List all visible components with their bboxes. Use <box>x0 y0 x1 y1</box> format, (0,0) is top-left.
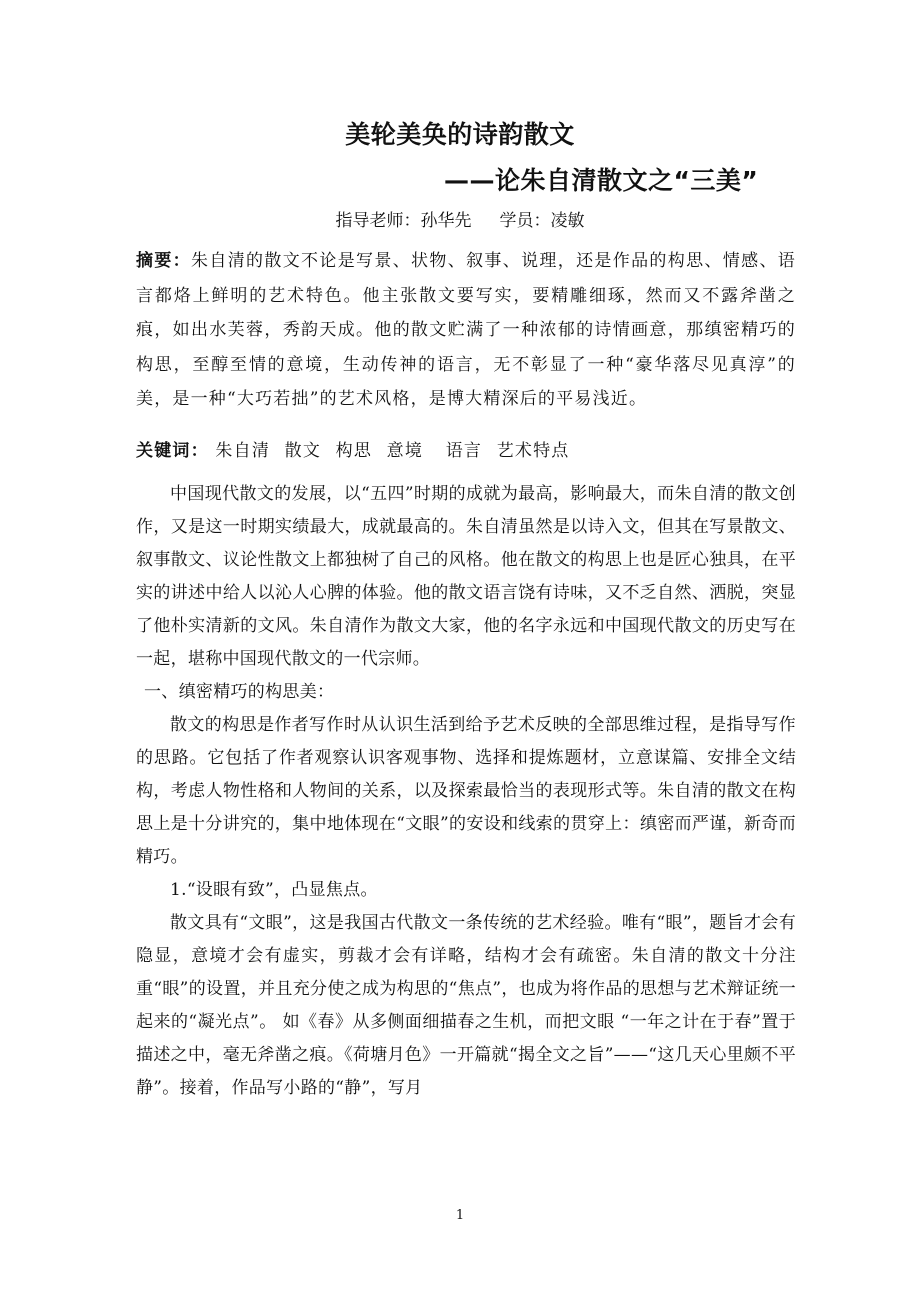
keyword-item: 意境 <box>386 441 424 461</box>
advisor-name: 指导老师：孙华先 <box>335 211 472 231</box>
section-paragraph: 散文的构思是作者写作时从认识生活到给予艺术反映的全部思维过程，是指导写作的思路。它包括了作者观察认识客观事物、选择和提炼题材，立意谋篇、安排全文结构，考虑人物性格和人物间的关系，以及探索最恰当的表现形式等。朱自清的散文在构思上是十分讲究的，集中地体现在“文眼”的安设和线索的贯穿上：缜密而严谨，新奇而精巧。 <box>136 715 796 867</box>
keywords-label: 关键词： <box>136 441 209 461</box>
abstract-section <box>136 244 796 417</box>
subsection-paragraph: 散文具有“文眼”，这是我国古代散文一条传统的艺术经验。唯有“眼”，题旨才会有隐显，意境才会有虚实，剪裁才会有详略，结构才会有疏密。朱自清的散文十分注重“眼”的设置，并且充分使之成为构思的“焦点”，也成为将作品的思想与艺术辩证统一起来的“凝光点”。 如《春》从多侧面细描春之生机，而把文眼 “一年之计在于春”置于描述之中，毫无斧凿之痕。《荷塘月色》一开篇就“揭全文之旨”——“这几天心里颇不平静”。接着，作品写小路的“静”，写月 <box>136 913 796 1098</box>
body-text <box>136 478 796 1105</box>
author-line <box>0 208 920 234</box>
document-title: 美轮美奂的诗韵散文 <box>345 120 575 149</box>
section-heading: 一、缜密精巧的构思美： <box>144 682 335 702</box>
keyword-item: 艺术特点 <box>496 441 570 461</box>
abstract-label: 摘要： <box>136 251 192 271</box>
page-number: 1 <box>455 1208 465 1223</box>
student-name: 学员：凌敏 <box>499 211 585 231</box>
keywords-section <box>136 437 796 465</box>
intro-paragraph: 中国现代散文的发展，以“五四”时期的成就为最高，影响最大，而朱自清的散文创作，又是这一时期实绩最大，成就最高的。朱自清虽然是以诗入文，但其在写景散文、叙事散文、议论性散文上都独树了自己的风格。他在散文的构思上也是匠心独具，在平实的讲述中给人以沁人心脾的体验。他的散文语言饶有诗味，又不乏自然、洒脱，突显了他朴实清新的文风。朱自清作为散文大家，他的名字永远和中国现代散文的历史写在一起，堪称中国现代散文的一代宗师。 <box>136 484 796 669</box>
keyword-item: 散文 <box>284 441 322 461</box>
keyword-item: 构思 <box>335 441 373 461</box>
subsection-heading: 1.“设眼有致”，凸显焦点。 <box>170 880 378 900</box>
abstract-text: 朱自清的散文不论是写景、状物、叙事、说理，还是作品的构思、情感、语言都烙上鲜明的艺术特色。他主张散文要写实，要精雕细琢，然而又不露斧凿之痕，如出水芙蓉，秀韵天成。他的散文贮满了一种浓郁的诗情画意，那缜密精巧的构思，至醇至情的意境，生动传神的语言，无不彰显了一种“豪华落尽见真淳”的美，是一种“大巧若拙”的艺术风格，是博大精深后的平易浅近。 <box>136 251 796 409</box>
keyword-item: 语言 <box>445 441 483 461</box>
document-subtitle: ——论朱自清散文之“三美” <box>444 166 759 195</box>
keyword-item: 朱自清 <box>215 441 271 461</box>
